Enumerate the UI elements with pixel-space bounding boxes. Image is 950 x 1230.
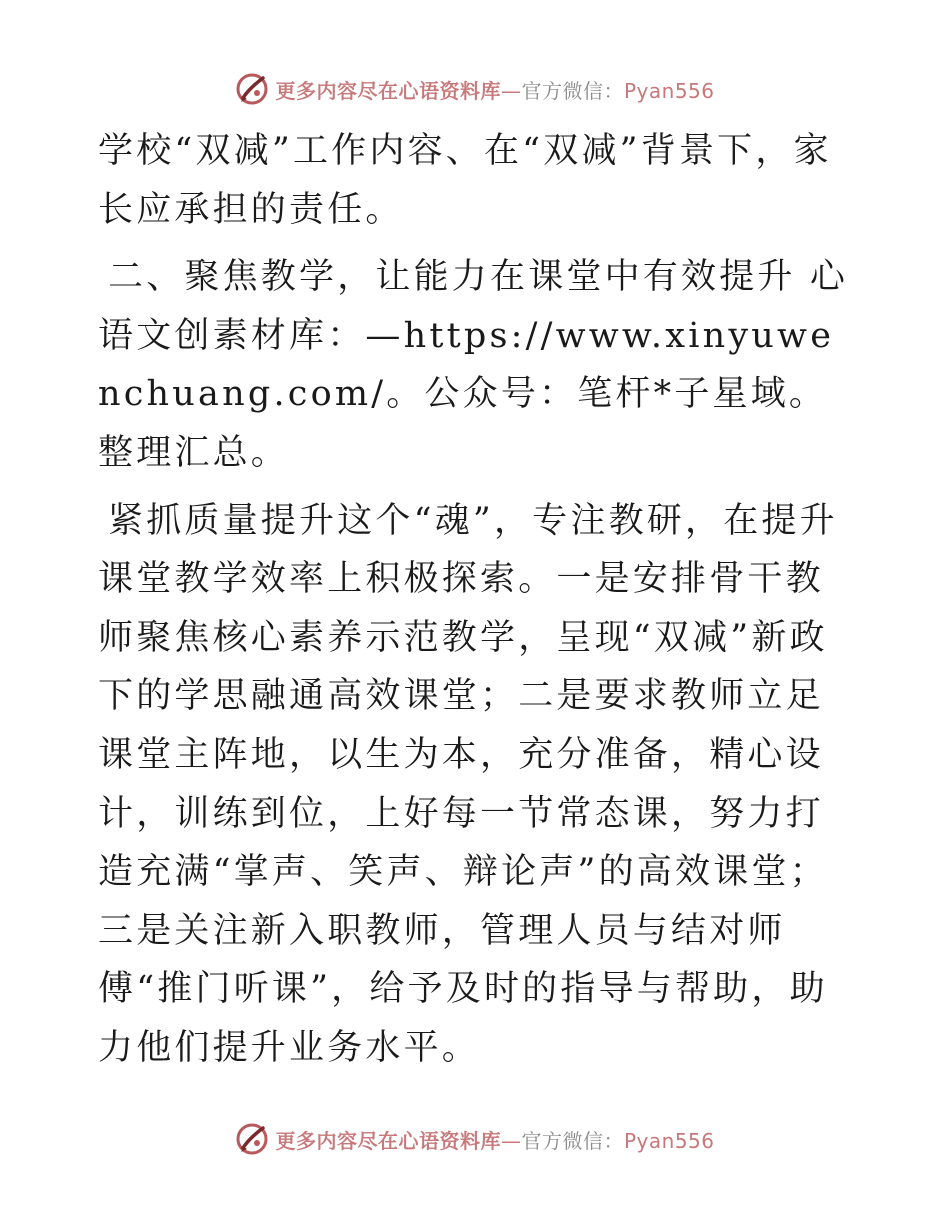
footer-watermark — [0, 1122, 950, 1156]
footer-watermark-text — [275, 1125, 714, 1154]
header-watermark — [0, 72, 950, 106]
header-watermark-separator: — — [500, 78, 522, 103]
header-watermark-wechat-label: 官方微信： — [521, 78, 624, 103]
brush-seal-logo-icon — [235, 1122, 269, 1156]
footer-watermark-wechat-label: 官方微信： — [521, 1128, 624, 1153]
footer-watermark-wechat-id: Pyan556 — [623, 1128, 715, 1153]
header-watermark-main: 更多内容尽在心语资料库 — [275, 78, 501, 103]
body-paragraph: 紧抓质量提升这个“魂”，专注教研，在提升课堂教学效率上积极探索。一是安排骨干教师聚焦核心素养示范教学，呈现“双减”新政下的学思融通高效课堂；二是要求教师立足课堂主阵地，以生为本，充分准备，精心设计，训练到位，上好每一节常态课，努力打造充满“掌声、笑声、辩论声”的高效课堂；三是关注新入职教师，管理人员与结对师傅“推门听课”，给予及时的指导与帮助，助力他们提升业务水平。 — [98, 500, 838, 1068]
brush-seal-logo-icon — [235, 72, 269, 106]
document-body — [98, 122, 858, 1078]
header-watermark-wechat-id: Pyan556 — [623, 78, 715, 103]
footer-watermark-separator: — — [500, 1128, 522, 1153]
section-heading: 二、聚焦教学，让能力在课堂中有效提升 心语文创素材库：—https://www.xinyuwenchuang.com/。公众号：笔杆*子星域。整理汇总。 — [98, 257, 849, 473]
body-paragraph: 学校“双减”工作内容、在“双减”背景下，家长应承担的责任。 — [98, 131, 832, 230]
header-watermark-text — [275, 75, 714, 104]
footer-watermark-main: 更多内容尽在心语资料库 — [275, 1128, 501, 1153]
